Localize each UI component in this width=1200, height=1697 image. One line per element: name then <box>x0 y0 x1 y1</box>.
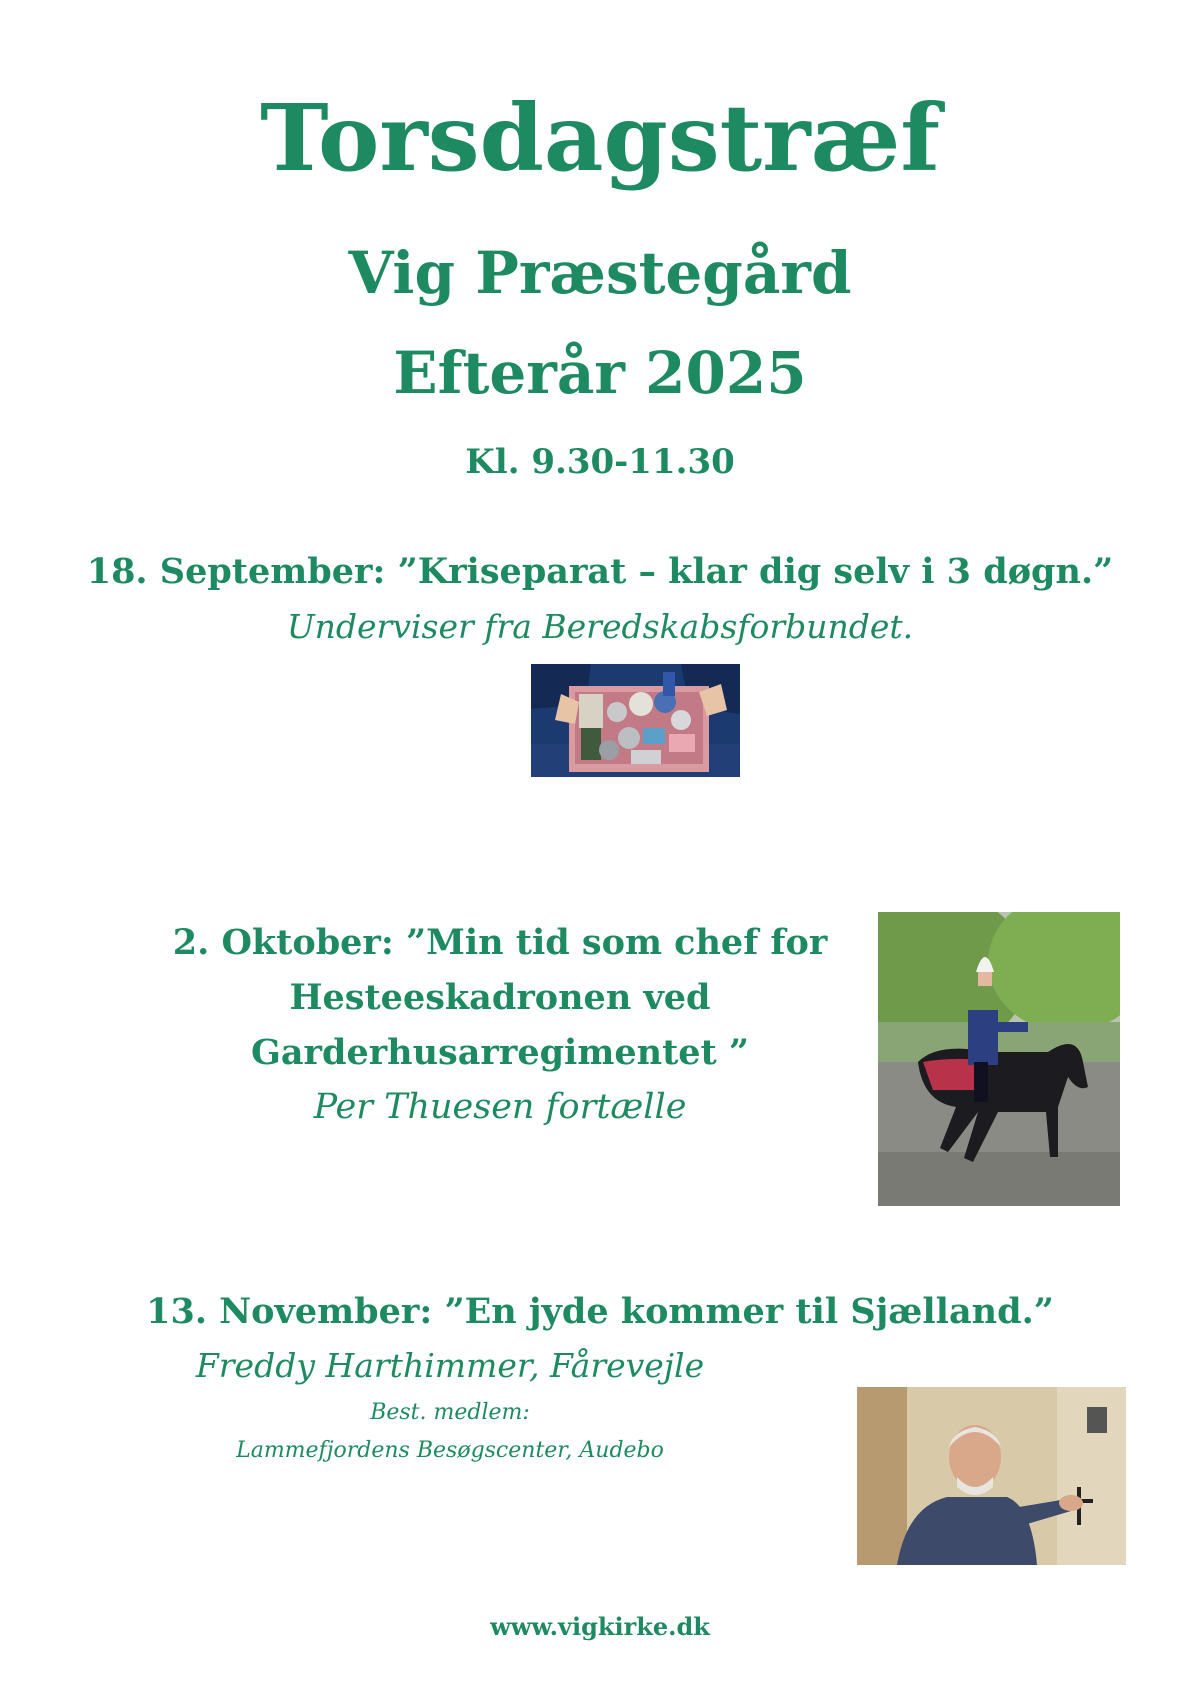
speaker-photo <box>857 1387 1126 1565</box>
event-2-speaker: Per Thuesen fortælle <box>313 1087 687 1127</box>
page-title: Torsdagstræf <box>260 84 940 192</box>
event-2-title-line-3: Garderhusarregimentet ” <box>250 1032 750 1073</box>
season-heading: Efterår 2025 <box>393 339 807 407</box>
time-label: Kl. 9.30-11.30 <box>465 442 735 482</box>
event-2-title-line-2: Hesteeskadronen ved <box>289 977 711 1018</box>
hussar-on-horse-photo <box>878 912 1120 1206</box>
event-3-speaker: Freddy Harthimmer, Fårevejle <box>195 1346 705 1385</box>
event-2-title-line-1: 2. Oktober: ”Min tid som chef for <box>172 922 828 963</box>
event-3-note: Best. medlem: <box>370 1400 530 1425</box>
event-2-block <box>150 915 850 1135</box>
event-3-place: Lammefjordens Besøgscenter, Audebo <box>236 1438 664 1463</box>
event-1-speaker: Underviser fra Beredskabsforbundet. <box>286 607 914 646</box>
emergency-kit-photo <box>531 664 740 777</box>
location-heading: Vig Præstegård <box>348 239 852 307</box>
website-footer: www.vigkirke.dk <box>490 1612 710 1641</box>
event-1-title: 18. September: ”Kriseparat – klar dig selv i 3 døgn.” <box>86 551 1114 592</box>
event-3-title: 13. November: ”En jyde kommer til Sjælland.” <box>146 1291 1054 1332</box>
